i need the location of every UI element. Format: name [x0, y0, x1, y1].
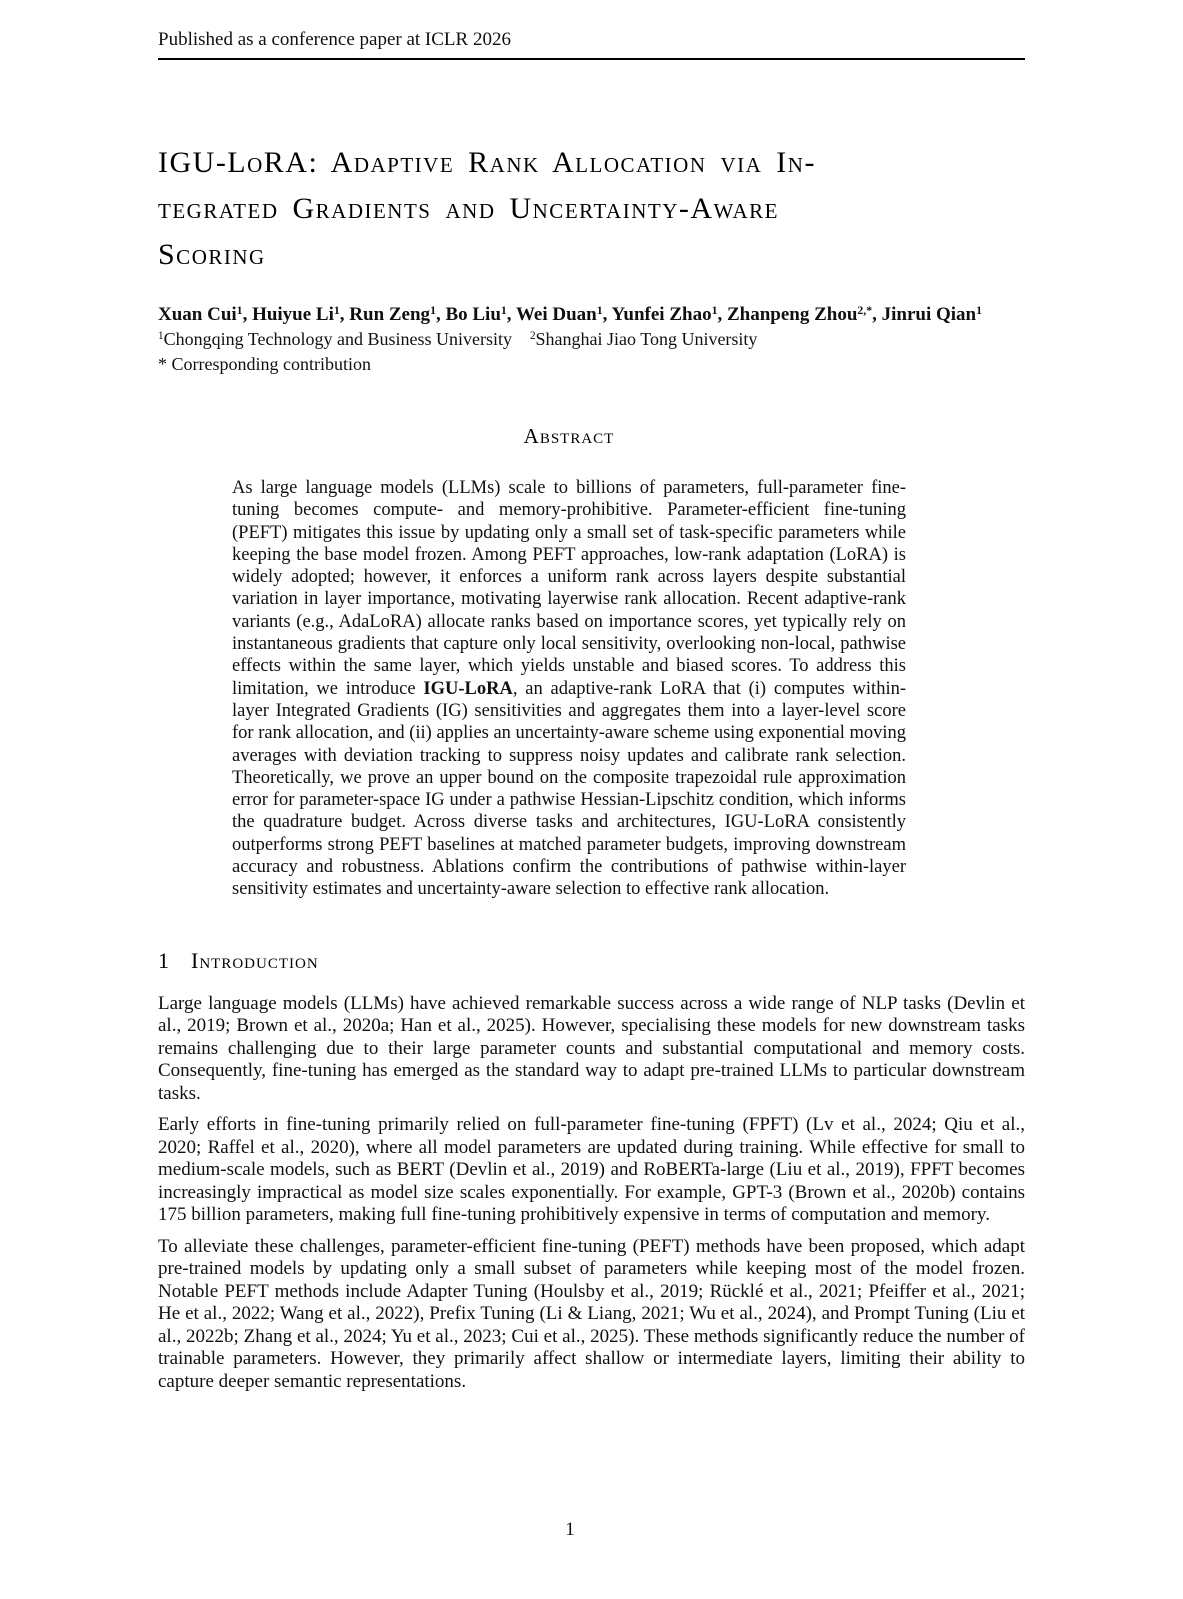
author-name: Yunfei Zhao	[611, 304, 712, 325]
author-name: Run Zeng	[349, 304, 431, 325]
section-title: Introduction	[191, 947, 319, 973]
running-header: Published as a conference paper at ICLR 2026	[158, 29, 511, 50]
introduction-paragraph-3: To alleviate these challenges, parameter-efficient fine-tuning (PEFT) methods have been proposed, which adapt pre-trained models by updating only a small subset of parameters while keeping most of the model frozen. Notable PEFT methods include Adapter Tuning (Houlsby et al., 2019; Rücklé et al., 2021; Pfeiffer et al., 2021; He et al., 2022; Wang et al., 2022), Prefix Tuning (Li & Liang, 2021; Wu et al., 2024), and Prompt Tuning (Liu et al., 2022b; Zhang et al., 2024; Yu et al., 2023; Cui et al., 2025). These methods significantly reduce the number of trainable parameters. However, they primarily affect shallow or intermediate layers, limiting their ability to capture deeper semantic representations.	[158, 1235, 1025, 1392]
author-name: Wei Duan	[515, 304, 597, 325]
affiliation-list	[158, 327, 1025, 352]
introduction-paragraph-1: Large language models (LLMs) have achieved remarkable success across a wide range of NLP tasks (Devlin et al., 2019; Brown et al., 2020a; Han et al., 2025). However, specialising these models for new downstream tasks remains challenging due to their large parameter counts and substantial computational and memory costs. Consequently, fine-tuning has emerged as the standard way to adapt pre-trained LLMs to particular downstream tasks.	[158, 992, 1025, 1104]
paper-title-line-1: IGU-LoRA: Adaptive Rank Allocation via In-	[158, 146, 816, 179]
header-rule	[158, 58, 1025, 60]
author-name: Zhanpeng Zhou	[726, 304, 858, 325]
section-number: 1	[158, 947, 169, 973]
author-name: Bo Liu	[445, 304, 501, 325]
affiliation-name: Shanghai Jiao Tong University	[535, 329, 758, 349]
corresponding-note: * Corresponding contribution	[158, 354, 371, 374]
paper-title-line-3: Scoring	[158, 238, 266, 271]
author-affiliation-sup: 1	[430, 303, 436, 317]
author-affiliation-sup: 1	[500, 303, 507, 317]
abstract-text	[232, 477, 906, 901]
section-heading-introduction	[158, 947, 1025, 975]
paper-title-line-2: tegrated Gradients and Uncertainty-Aware	[158, 192, 780, 225]
affiliation-sup: 1	[158, 329, 164, 342]
author-affiliation-sup: 1	[596, 303, 603, 317]
author-name: Huiyue Li	[252, 304, 334, 325]
affiliation-name: Chongqing Technology and Business University	[163, 329, 512, 349]
author-name: Xuan Cui	[158, 304, 237, 325]
author-affiliation-sup: 1	[976, 303, 983, 317]
abstract-bold-term: IGU-LoRA	[423, 678, 513, 699]
author-name: Jinrui Qian	[881, 304, 977, 325]
abstract-text-before-bold: As large language models (LLMs) scale to billions of parameters, full-parameter fine-tuning becomes compute- and memory-prohibitive. Parameter-efficient fine-tuning (PEFT) mitigates this issue by updating only a small set of task-specific parameters while keeping the base model frozen. Among PEFT approaches, low-rank adaptation (LoRA) is widely adopted; however, it enforces a uniform rank across layers despite substantial variation in layer importance, motivating layerwise rank allocation. Recent adaptive-rank variants (e.g., AdaLoRA) allocate ranks based on importance scores, yet typically rely on instantaneous gradients that capture only local sensitivity, overlooking non-local, pathwise effects within the same layer, which yields unstable and biased scores. To address this limitation, we introduce	[232, 478, 906, 699]
introduction-paragraph-2: Early efforts in fine-tuning primarily relied on full-parameter fine-tuning (FPFT) (Lv et al., 2024; Qiu et al., 2020; Raffel et al., 2020), where all model parameters are updated during training. While effective for small to medium-scale models, such as BERT (Devlin et al., 2019) and RoBERTa-large (Liu et al., 2019), FPFT becomes increasingly impractical as model size scales exponentially. For example, GPT-3 (Brown et al., 2020b) contains 175 billion parameters, making full fine-tuning prohibitively expensive in terms of computation and memory.	[158, 1114, 1025, 1226]
page-number: 1	[565, 1519, 575, 1540]
author-list: Xuan Cui$^1$, Huiyue Li$^1$, Run Zeng$^1$, Bo Liu$^1$, Wei Duan$^1$, Yunfei Zhao$^1$, Zhanpeng Zhou$^{2,*}$, Jinrui Qian$^1$	[158, 303, 983, 325]
affiliation-sup: 2	[529, 329, 536, 342]
abstract-heading: Abstract	[523, 424, 615, 448]
author-affiliation-sup: 1	[711, 303, 718, 317]
author-affiliation-sup: 1	[236, 303, 243, 317]
paper-title	[158, 140, 1025, 278]
author-affiliation-sup: 2,*	[857, 303, 873, 317]
abstract-text-after-bold: , an adaptive-rank LoRA that (i) computes within-layer Integrated Gradients (IG) sensitivities and aggregates them into a layer-level score for rank allocation, and (ii) applies an uncertainty-aware scheme using exponential moving averages with deviation tracking to suppress noisy updates and calibrate rank selection. Theoretically, we prove an upper bound on the composite trapezoidal rule approximation error for parameter-space IG under a pathwise Hessian-Lipschitz condition, which informs the quadrature budget. Across diverse tasks and architectures, IGU-LoRA consistently outperforms strong PEFT baselines at matched parameter budgets, improving downstream accuracy and robustness. Ablations confirm the contributions of pathwise within-layer sensitivity estimates and uncertainty-aware selection to effective rank allocation.	[232, 678, 906, 900]
author-affiliation-sup: 1	[333, 303, 340, 317]
